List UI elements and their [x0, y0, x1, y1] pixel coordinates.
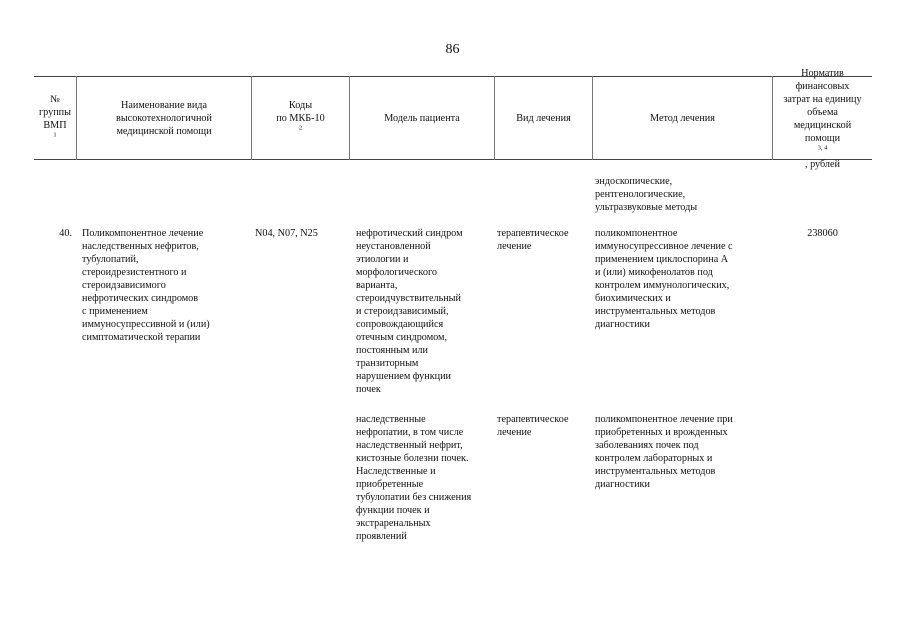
table-header-bottom-border [34, 159, 872, 160]
header-treatment-type: Вид лечения [516, 113, 571, 124]
header-group-number: № группы ВМП $^1$ [39, 93, 71, 139]
header-cost-standard: Норматив финансовых затрат на единицу объема медицинской помощи $^{3, 4}$ , рублей [783, 67, 862, 170]
table-top-border [34, 76, 872, 77]
row-patient-model: нефротический синдром неустановленной этиологии и морфологического варианта, стероидчувствительный и стероидзависимый, сопровождающийся отечным синдромом, постоянным или транзиторным нарушением функции почек [356, 228, 463, 395]
header-care-type-name: Наименование вида высокотехнологичной медицинской помощи [116, 100, 212, 137]
header-treatment-method: Метод лечения [650, 113, 715, 124]
row-treatment-method: поликомпонентное иммуносупрессивное лечение с применением циклоспорина А и (или) микофенолатов под контролем иммунологических, биохимических и инструментальных методов диагностики [595, 228, 733, 330]
row-treatment-type: терапевтическое лечение [497, 228, 569, 252]
row-care-type-name: Поликомпонентное лечение наследственных нефритов, тубулопатий, стероидрезистентного и стероидзависимого нефротических синдромов с применением иммуносупрессивной и (или) симптоматической терапии [82, 228, 210, 343]
row-number: 40. [59, 228, 72, 239]
subrow-treatment-type: терапевтическое лечение [497, 414, 569, 438]
row-icd-codes: N04, N07, N25 [255, 228, 318, 239]
row-cost-standard: 238060 [807, 228, 838, 239]
header-patient-model: Модель пациента [384, 113, 460, 124]
subrow-treatment-method: поликомпонентное лечение при приобретенных и врожденных заболеваниях почек под контролем лабораторных и инструментальных методов диагностики [595, 414, 733, 490]
subrow-patient-model: наследственные нефропатии, в том числе наследственный нефрит, кистозные болезни почек. Наследственные и приобретенные тубулопатии без снижения функции почек и экстраренальных проявлений [356, 414, 472, 542]
page-number: 86 [445, 42, 460, 57]
continuation-method-text: эндоскопические, рентгенологические, ультразвуковые методы [595, 176, 698, 213]
header-icd-codes: Коды по МКБ-10 $^2$ [276, 100, 325, 132]
